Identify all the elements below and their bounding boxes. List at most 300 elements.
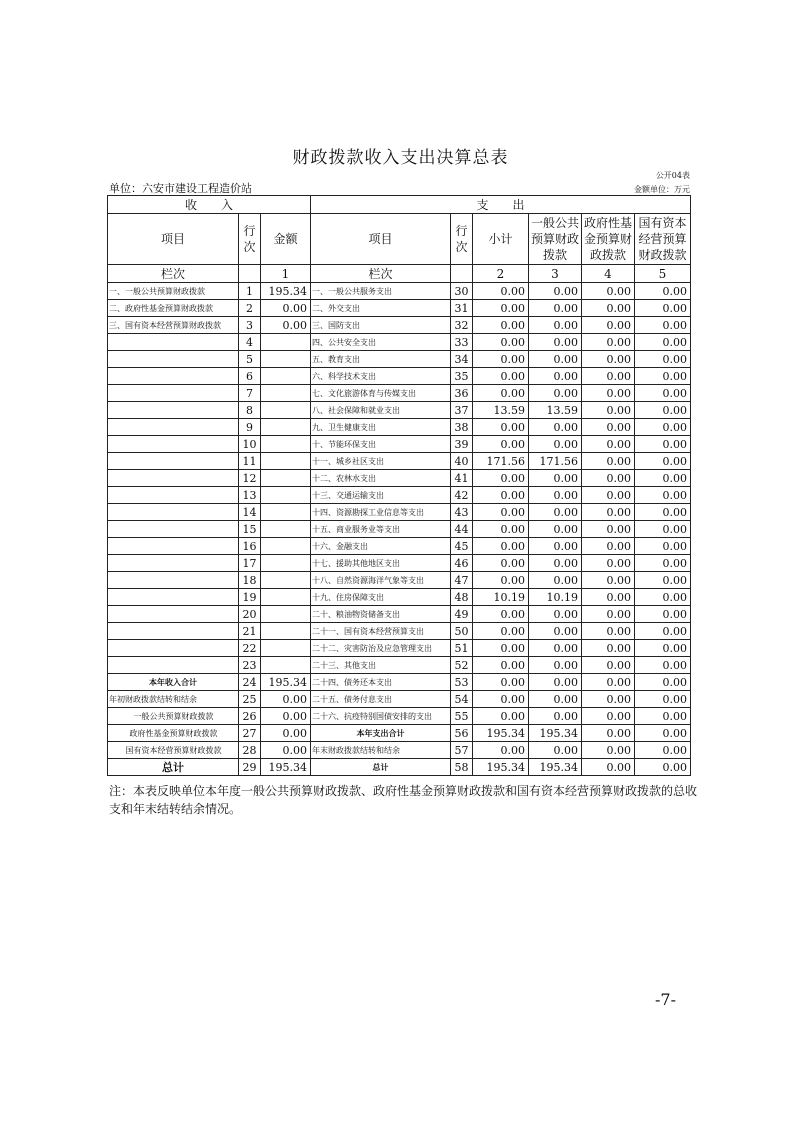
income-amount bbox=[261, 470, 311, 487]
income-line: 17 bbox=[239, 555, 261, 572]
income-amount: 0.00 bbox=[261, 742, 311, 759]
income-amount: 0.00 bbox=[261, 708, 311, 725]
general-budget-amount: 0.00 bbox=[529, 419, 582, 436]
state-capital-amount: 0.00 bbox=[635, 606, 691, 623]
general-budget-amount: 0.00 bbox=[529, 708, 582, 725]
expense-subtotal: 0.00 bbox=[473, 606, 529, 623]
table-row bbox=[108, 759, 691, 776]
state-capital-amount: 0.00 bbox=[635, 504, 691, 521]
income-amount bbox=[261, 572, 311, 589]
expense-subtotal: 0.00 bbox=[473, 283, 529, 300]
income-amount bbox=[261, 538, 311, 555]
gov-fund-amount: 0.00 bbox=[582, 657, 635, 674]
expense-subtotal: 195.34 bbox=[473, 725, 529, 742]
expense-subtotal: 0.00 bbox=[473, 657, 529, 674]
expense-subtotal: 0.00 bbox=[473, 487, 529, 504]
table-row bbox=[108, 742, 691, 759]
income-item: 一般公共预算财政拨款 bbox=[108, 708, 239, 725]
table-row bbox=[108, 606, 691, 623]
gov-fund-amount: 0.00 bbox=[582, 674, 635, 691]
state-capital-amount: 0.00 bbox=[635, 521, 691, 538]
expense-subtotal: 13.59 bbox=[473, 402, 529, 419]
general-budget-amount: 0.00 bbox=[529, 521, 582, 538]
expense-item: 二十一、国有资本经营预算支出 bbox=[311, 623, 451, 640]
expense-line: 31 bbox=[451, 300, 473, 317]
gov-fund-amount: 0.00 bbox=[582, 691, 635, 708]
income-item bbox=[108, 470, 239, 487]
income-amount bbox=[261, 351, 311, 368]
expense-subtotal: 0.00 bbox=[473, 368, 529, 385]
expense-item: 九、卫生健康支出 bbox=[311, 419, 451, 436]
expense-section-label: 支 出 bbox=[311, 196, 691, 214]
income-line: 15 bbox=[239, 521, 261, 538]
income-item: 国有资本经营预算财政拨款 bbox=[108, 742, 239, 759]
state-capital-amount: 0.00 bbox=[635, 385, 691, 402]
state-capital-amount: 0.00 bbox=[635, 317, 691, 334]
state-capital-amount: 0.00 bbox=[635, 368, 691, 385]
income-line: 22 bbox=[239, 640, 261, 657]
expense-line: 49 bbox=[451, 606, 473, 623]
expense-line: 42 bbox=[451, 487, 473, 504]
expense-subtotal: 0.00 bbox=[473, 351, 529, 368]
expense-item: 一、一般公共服务支出 bbox=[311, 283, 451, 300]
table-row bbox=[108, 283, 691, 300]
expense-item: 六、科学技术支出 bbox=[311, 368, 451, 385]
expense-item: 十四、资源勘探工业信息等支出 bbox=[311, 504, 451, 521]
column-header-row bbox=[108, 214, 691, 265]
table-row bbox=[108, 368, 691, 385]
expense-item: 四、公共安全支出 bbox=[311, 334, 451, 351]
income-item bbox=[108, 402, 239, 419]
expense-item: 二十六、抗疫特别国债安排的支出 bbox=[311, 708, 451, 725]
table-row bbox=[108, 572, 691, 589]
expense-item-header: 项目 bbox=[311, 214, 451, 265]
gov-fund-amount: 0.00 bbox=[582, 436, 635, 453]
expense-item: 十一、城乡社区支出 bbox=[311, 453, 451, 470]
gov-fund-amount: 0.00 bbox=[582, 623, 635, 640]
state-capital-amount: 0.00 bbox=[635, 436, 691, 453]
expense-line: 47 bbox=[451, 572, 473, 589]
income-line: 28 bbox=[239, 742, 261, 759]
income-line: 4 bbox=[239, 334, 261, 351]
income-item bbox=[108, 504, 239, 521]
gov-fund-amount: 0.00 bbox=[582, 555, 635, 572]
col-index-1: 1 bbox=[261, 265, 311, 283]
expense-line: 53 bbox=[451, 674, 473, 691]
gov-fund-amount: 0.00 bbox=[582, 385, 635, 402]
state-capital-amount: 0.00 bbox=[635, 538, 691, 555]
gov-fund-amount: 0.00 bbox=[582, 351, 635, 368]
income-amount: 0.00 bbox=[261, 725, 311, 742]
income-amount bbox=[261, 402, 311, 419]
table-row bbox=[108, 351, 691, 368]
section-header-row bbox=[108, 196, 691, 214]
expense-subtotal: 195.34 bbox=[473, 759, 529, 776]
expense-line: 34 bbox=[451, 351, 473, 368]
income-column-label: 栏次 bbox=[108, 265, 239, 283]
table-row bbox=[108, 436, 691, 453]
income-line: 29 bbox=[239, 759, 261, 776]
table-row bbox=[108, 555, 691, 572]
expense-item: 十五、商业服务业等支出 bbox=[311, 521, 451, 538]
income-item-header: 项目 bbox=[108, 214, 239, 265]
income-line: 13 bbox=[239, 487, 261, 504]
income-item bbox=[108, 589, 239, 606]
state-capital-amount: 0.00 bbox=[635, 759, 691, 776]
state-capital-amount: 0.00 bbox=[635, 674, 691, 691]
general-budget-amount: 13.59 bbox=[529, 402, 582, 419]
income-amount bbox=[261, 606, 311, 623]
expense-line: 39 bbox=[451, 436, 473, 453]
gov-fund-amount: 0.00 bbox=[582, 538, 635, 555]
expense-line: 40 bbox=[451, 453, 473, 470]
income-amount: 195.34 bbox=[261, 674, 311, 691]
table-row bbox=[108, 453, 691, 470]
expense-line: 45 bbox=[451, 538, 473, 555]
income-item bbox=[108, 334, 239, 351]
expense-subtotal: 0.00 bbox=[473, 419, 529, 436]
gov-fund-amount: 0.00 bbox=[582, 504, 635, 521]
income-line: 19 bbox=[239, 589, 261, 606]
expense-subtotal: 0.00 bbox=[473, 674, 529, 691]
general-budget-amount: 195.34 bbox=[529, 759, 582, 776]
income-line: 2 bbox=[239, 300, 261, 317]
gov-fund-amount: 0.00 bbox=[582, 300, 635, 317]
state-capital-amount: 0.00 bbox=[635, 623, 691, 640]
expense-line: 37 bbox=[451, 402, 473, 419]
income-item: 本年收入合计 bbox=[108, 674, 239, 691]
blank-cell bbox=[239, 265, 261, 283]
general-budget-amount: 0.00 bbox=[529, 334, 582, 351]
income-line: 23 bbox=[239, 657, 261, 674]
income-line: 14 bbox=[239, 504, 261, 521]
expense-line: 55 bbox=[451, 708, 473, 725]
state-capital-amount: 0.00 bbox=[635, 419, 691, 436]
expense-line: 30 bbox=[451, 283, 473, 300]
table-row bbox=[108, 521, 691, 538]
general-budget-amount: 0.00 bbox=[529, 436, 582, 453]
gov-fund-amount: 0.00 bbox=[582, 402, 635, 419]
gov-fund-amount: 0.00 bbox=[582, 283, 635, 300]
income-amount bbox=[261, 436, 311, 453]
expense-subtotal: 0.00 bbox=[473, 640, 529, 657]
gov-fund-amount: 0.00 bbox=[582, 640, 635, 657]
income-amount: 195.34 bbox=[261, 759, 311, 776]
income-item bbox=[108, 572, 239, 589]
income-amount bbox=[261, 334, 311, 351]
income-line: 3 bbox=[239, 317, 261, 334]
expense-subtotal: 0.00 bbox=[473, 504, 529, 521]
expense-item: 本年支出合计 bbox=[311, 725, 451, 742]
expense-subtotal: 0.00 bbox=[473, 300, 529, 317]
table-row bbox=[108, 538, 691, 555]
gov-fund-amount: 0.00 bbox=[582, 470, 635, 487]
income-line: 25 bbox=[239, 691, 261, 708]
expense-subtotal: 0.00 bbox=[473, 470, 529, 487]
income-amount bbox=[261, 555, 311, 572]
state-capital-amount: 0.00 bbox=[635, 742, 691, 759]
gov-fund-amount: 0.00 bbox=[582, 368, 635, 385]
income-item bbox=[108, 419, 239, 436]
gov-fund-header: 政府性基金预算财政拨款 bbox=[582, 214, 635, 265]
expense-line: 56 bbox=[451, 725, 473, 742]
blank-cell bbox=[451, 265, 473, 283]
expense-item: 年末财政拨款结转和结余 bbox=[311, 742, 451, 759]
state-capital-amount: 0.00 bbox=[635, 640, 691, 657]
income-amount bbox=[261, 521, 311, 538]
income-amount bbox=[261, 589, 311, 606]
expense-item: 五、教育支出 bbox=[311, 351, 451, 368]
general-budget-amount: 0.00 bbox=[529, 674, 582, 691]
table-row bbox=[108, 385, 691, 402]
state-capital-amount: 0.00 bbox=[635, 402, 691, 419]
general-budget-amount: 0.00 bbox=[529, 504, 582, 521]
gov-fund-amount: 0.00 bbox=[582, 708, 635, 725]
table-row bbox=[108, 470, 691, 487]
expense-line: 35 bbox=[451, 368, 473, 385]
table-row bbox=[108, 657, 691, 674]
income-line: 20 bbox=[239, 606, 261, 623]
general-budget-amount: 0.00 bbox=[529, 368, 582, 385]
state-capital-amount: 0.00 bbox=[635, 453, 691, 470]
col-index-4: 4 bbox=[582, 265, 635, 283]
income-amount bbox=[261, 419, 311, 436]
table-row bbox=[108, 402, 691, 419]
income-amount: 0.00 bbox=[261, 691, 311, 708]
expense-subtotal: 0.00 bbox=[473, 555, 529, 572]
expense-item: 八、社会保障和就业支出 bbox=[311, 402, 451, 419]
income-item: 一、一般公共预算财政拨款 bbox=[108, 283, 239, 300]
expense-subtotal: 171.56 bbox=[473, 453, 529, 470]
income-item: 二、政府性基金预算财政拨款 bbox=[108, 300, 239, 317]
table-row bbox=[108, 300, 691, 317]
general-budget-amount: 0.00 bbox=[529, 657, 582, 674]
general-budget-header: 一般公共预算财政拨款 bbox=[529, 214, 582, 265]
general-budget-amount: 0.00 bbox=[529, 487, 582, 504]
expense-line: 52 bbox=[451, 657, 473, 674]
general-budget-amount: 0.00 bbox=[529, 283, 582, 300]
gov-fund-amount: 0.00 bbox=[582, 572, 635, 589]
expense-line: 43 bbox=[451, 504, 473, 521]
expense-item: 二十、粮油物资储备支出 bbox=[311, 606, 451, 623]
expense-item: 十八、自然资源海洋气象等支出 bbox=[311, 572, 451, 589]
general-budget-amount: 0.00 bbox=[529, 572, 582, 589]
table-row bbox=[108, 487, 691, 504]
expense-subtotal: 0.00 bbox=[473, 436, 529, 453]
expense-subtotal: 0.00 bbox=[473, 623, 529, 640]
general-budget-amount: 0.00 bbox=[529, 470, 582, 487]
gov-fund-amount: 0.00 bbox=[582, 317, 635, 334]
gov-fund-amount: 0.00 bbox=[582, 742, 635, 759]
income-amount bbox=[261, 504, 311, 521]
subtotal-header: 小计 bbox=[473, 214, 529, 265]
expense-line: 54 bbox=[451, 691, 473, 708]
amount-unit: 金额单位：万元 bbox=[634, 185, 690, 194]
expense-line: 33 bbox=[451, 334, 473, 351]
budget-table bbox=[107, 195, 691, 776]
income-line: 16 bbox=[239, 538, 261, 555]
gov-fund-amount: 0.00 bbox=[582, 487, 635, 504]
table-row bbox=[108, 334, 691, 351]
table-row bbox=[108, 623, 691, 640]
expense-item: 二十二、灾害防治及应急管理支出 bbox=[311, 640, 451, 657]
income-amount-header: 金额 bbox=[261, 214, 311, 265]
state-capital-amount: 0.00 bbox=[635, 334, 691, 351]
expense-subtotal: 0.00 bbox=[473, 538, 529, 555]
income-amount bbox=[261, 385, 311, 402]
income-item bbox=[108, 487, 239, 504]
table-row bbox=[108, 640, 691, 657]
expense-item: 七、文化旅游体育与传媒支出 bbox=[311, 385, 451, 402]
expense-subtotal: 0.00 bbox=[473, 742, 529, 759]
state-capital-amount: 0.00 bbox=[635, 708, 691, 725]
income-line-header: 行次 bbox=[239, 214, 261, 265]
income-line: 27 bbox=[239, 725, 261, 742]
income-item bbox=[108, 436, 239, 453]
expense-item: 十二、农林水支出 bbox=[311, 470, 451, 487]
expense-line: 51 bbox=[451, 640, 473, 657]
expense-line: 32 bbox=[451, 317, 473, 334]
state-capital-amount: 0.00 bbox=[635, 725, 691, 742]
general-budget-amount: 10.19 bbox=[529, 589, 582, 606]
general-budget-amount: 0.00 bbox=[529, 317, 582, 334]
expense-subtotal: 0.00 bbox=[473, 708, 529, 725]
expense-subtotal: 0.00 bbox=[473, 385, 529, 402]
income-amount bbox=[261, 453, 311, 470]
col-index-2: 2 bbox=[473, 265, 529, 283]
income-line: 1 bbox=[239, 283, 261, 300]
expense-item: 十六、金融支出 bbox=[311, 538, 451, 555]
expense-line: 57 bbox=[451, 742, 473, 759]
income-line: 12 bbox=[239, 470, 261, 487]
col-index-3: 3 bbox=[529, 265, 582, 283]
expense-line-header: 行次 bbox=[451, 214, 473, 265]
expense-line: 50 bbox=[451, 623, 473, 640]
footnote: 注：本表反映单位本年度一般公共预算财政拨款、政府性基金预算财政拨款和国有资本经营预算财政拨款的总收支和年末结转结余情况。 bbox=[109, 784, 698, 816]
income-item bbox=[108, 368, 239, 385]
table-row bbox=[108, 589, 691, 606]
income-line: 7 bbox=[239, 385, 261, 402]
expense-item: 二十五、债务付息支出 bbox=[311, 691, 451, 708]
general-budget-amount: 0.00 bbox=[529, 742, 582, 759]
income-line: 9 bbox=[239, 419, 261, 436]
expense-subtotal: 0.00 bbox=[473, 691, 529, 708]
income-item bbox=[108, 555, 239, 572]
income-line: 21 bbox=[239, 623, 261, 640]
form-code: 公开04表 bbox=[655, 171, 690, 180]
income-amount: 0.00 bbox=[261, 317, 311, 334]
expense-line: 58 bbox=[451, 759, 473, 776]
expense-subtotal: 0.00 bbox=[473, 521, 529, 538]
income-item bbox=[108, 623, 239, 640]
general-budget-amount: 0.00 bbox=[529, 555, 582, 572]
general-budget-amount: 0.00 bbox=[529, 640, 582, 657]
income-item bbox=[108, 453, 239, 470]
income-item bbox=[108, 385, 239, 402]
general-budget-amount: 171.56 bbox=[529, 453, 582, 470]
unit-line: 单位：六安市建设工程造价站 bbox=[109, 182, 252, 195]
expense-item: 十、节能环保支出 bbox=[311, 436, 451, 453]
table-row bbox=[108, 691, 691, 708]
page-number: -7- bbox=[655, 990, 676, 1009]
state-capital-amount: 0.00 bbox=[635, 572, 691, 589]
income-amount: 0.00 bbox=[261, 300, 311, 317]
income-item: 总计 bbox=[108, 759, 239, 776]
income-item bbox=[108, 521, 239, 538]
expense-line: 41 bbox=[451, 470, 473, 487]
expense-subtotal: 0.00 bbox=[473, 572, 529, 589]
general-budget-amount: 0.00 bbox=[529, 691, 582, 708]
table-title: 财政拨款收入支出决算总表 bbox=[292, 148, 509, 168]
income-line: 10 bbox=[239, 436, 261, 453]
gov-fund-amount: 0.00 bbox=[582, 521, 635, 538]
gov-fund-amount: 0.00 bbox=[582, 759, 635, 776]
expense-subtotal: 0.00 bbox=[473, 334, 529, 351]
gov-fund-amount: 0.00 bbox=[582, 606, 635, 623]
general-budget-amount: 0.00 bbox=[529, 606, 582, 623]
state-capital-amount: 0.00 bbox=[635, 283, 691, 300]
table-row bbox=[108, 419, 691, 436]
gov-fund-amount: 0.00 bbox=[582, 419, 635, 436]
col-index-5: 5 bbox=[635, 265, 691, 283]
state-capital-amount: 0.00 bbox=[635, 470, 691, 487]
state-capital-amount: 0.00 bbox=[635, 691, 691, 708]
income-line: 11 bbox=[239, 453, 261, 470]
expense-line: 46 bbox=[451, 555, 473, 572]
income-amount bbox=[261, 623, 311, 640]
state-capital-amount: 0.00 bbox=[635, 555, 691, 572]
expense-line: 36 bbox=[451, 385, 473, 402]
table-row bbox=[108, 708, 691, 725]
income-amount bbox=[261, 640, 311, 657]
general-budget-amount: 0.00 bbox=[529, 385, 582, 402]
income-item bbox=[108, 640, 239, 657]
income-item: 三、国有资本经营预算财政拨款 bbox=[108, 317, 239, 334]
general-budget-amount: 0.00 bbox=[529, 300, 582, 317]
expense-line: 38 bbox=[451, 419, 473, 436]
income-amount bbox=[261, 368, 311, 385]
state-capital-amount: 0.00 bbox=[635, 657, 691, 674]
expense-subtotal: 0.00 bbox=[473, 317, 529, 334]
state-capital-amount: 0.00 bbox=[635, 589, 691, 606]
general-budget-amount: 195.34 bbox=[529, 725, 582, 742]
income-line: 18 bbox=[239, 572, 261, 589]
state-capital-amount: 0.00 bbox=[635, 351, 691, 368]
expense-item: 十九、住房保障支出 bbox=[311, 589, 451, 606]
income-amount: 195.34 bbox=[261, 283, 311, 300]
income-item bbox=[108, 538, 239, 555]
income-item bbox=[108, 351, 239, 368]
expense-line: 44 bbox=[451, 521, 473, 538]
income-amount bbox=[261, 657, 311, 674]
income-line: 5 bbox=[239, 351, 261, 368]
general-budget-amount: 0.00 bbox=[529, 538, 582, 555]
income-line: 8 bbox=[239, 402, 261, 419]
table-row bbox=[108, 674, 691, 691]
income-item bbox=[108, 657, 239, 674]
table-row bbox=[108, 317, 691, 334]
expense-column-label: 栏次 bbox=[311, 265, 451, 283]
income-line: 6 bbox=[239, 368, 261, 385]
expense-item: 总计 bbox=[311, 759, 451, 776]
expense-item: 十三、交通运输支出 bbox=[311, 487, 451, 504]
expense-item: 三、国防支出 bbox=[311, 317, 451, 334]
expense-item: 二、外交支出 bbox=[311, 300, 451, 317]
expense-item: 十七、援助其他地区支出 bbox=[311, 555, 451, 572]
state-capital-header: 国有资本经营预算财政拨款 bbox=[635, 214, 691, 265]
income-section-label: 收 入 bbox=[108, 196, 311, 214]
income-item: 年初财政拨款结转和结余 bbox=[108, 691, 239, 708]
